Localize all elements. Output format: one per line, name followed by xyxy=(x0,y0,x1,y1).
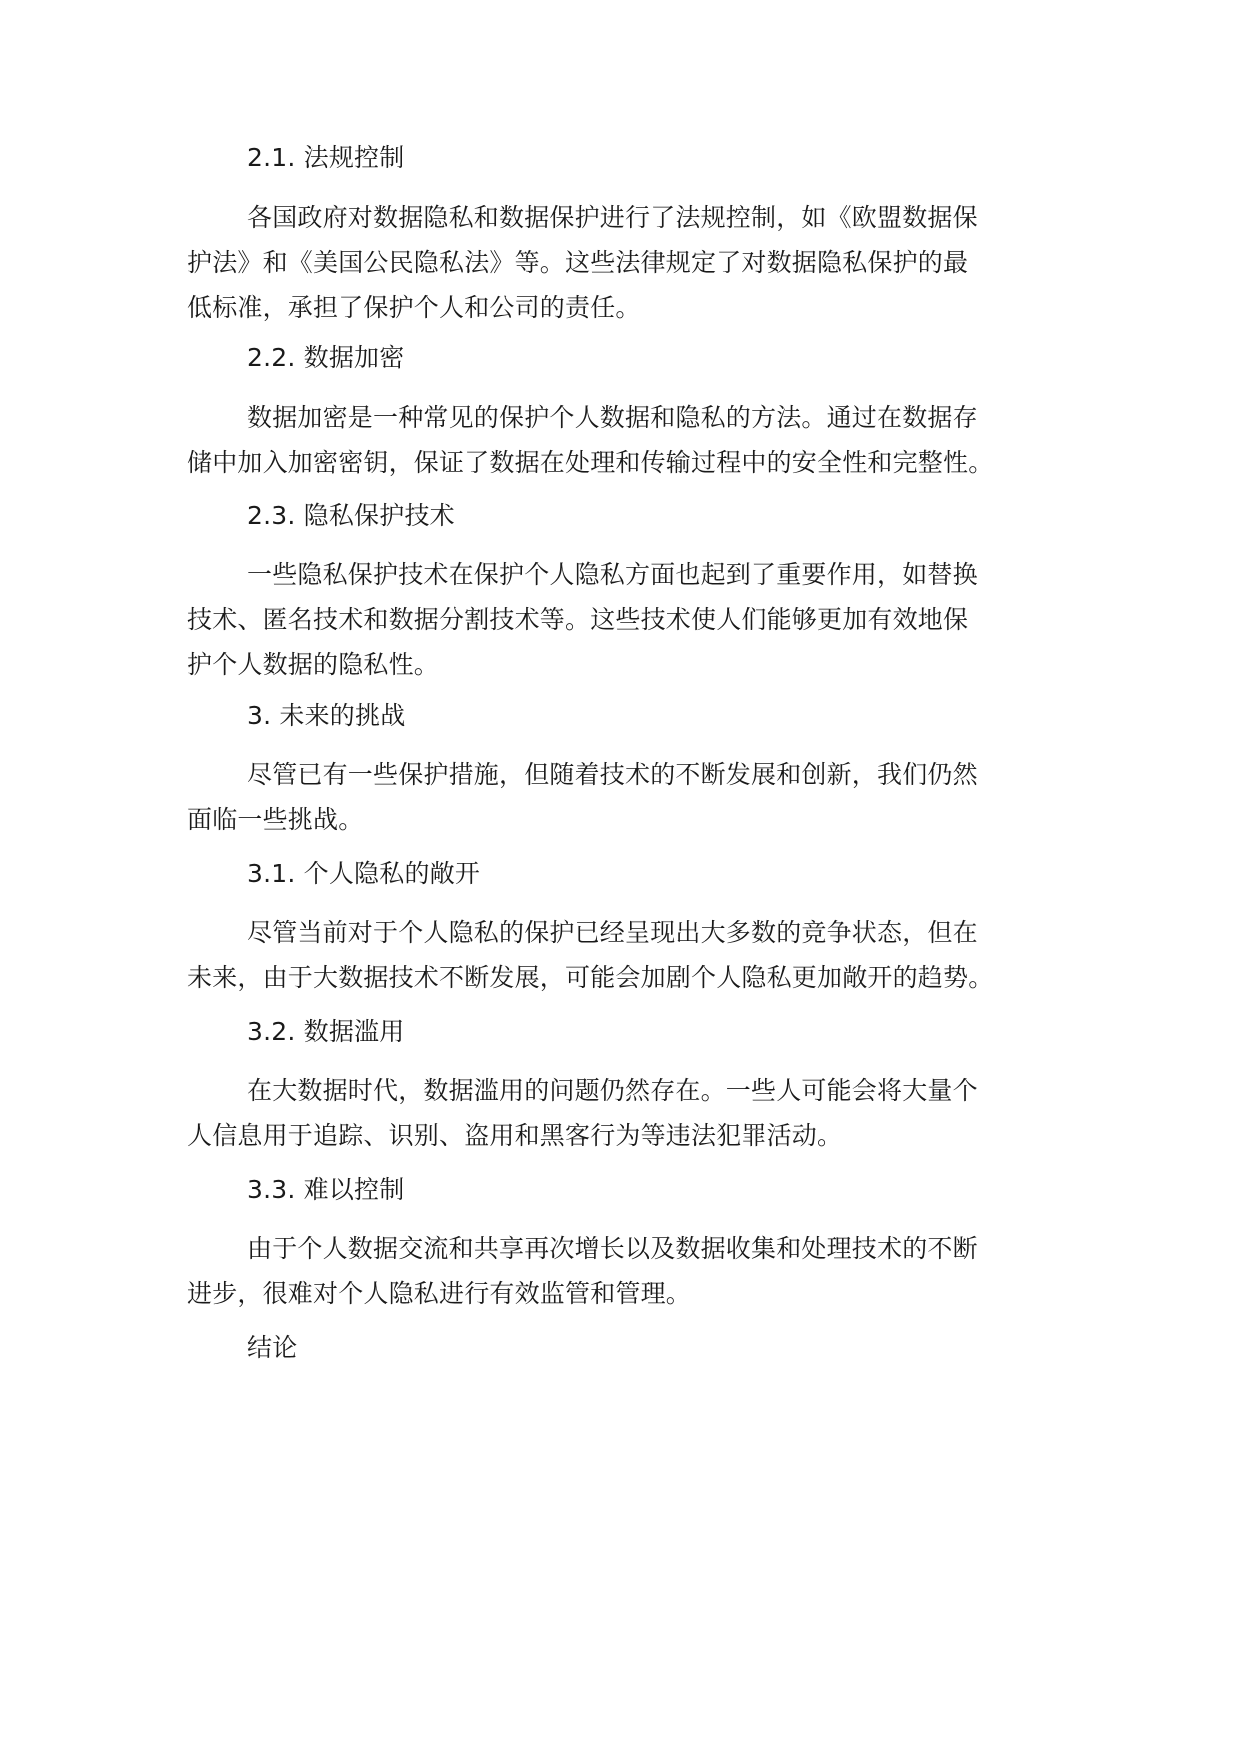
section-heading-2-2: 2.2. 数据加密 xyxy=(247,343,405,372)
paragraph-line: 面临一些挑战。 xyxy=(187,805,364,834)
paragraph-line: 人信息用于追踪、识别、盗用和黑客行为等违法犯罪活动。 xyxy=(187,1121,843,1150)
paragraph-2-1 xyxy=(187,195,1067,330)
section-heading-3-2: 3.2. 数据滥用 xyxy=(247,1017,405,1046)
section-heading-conclusion: 结论 xyxy=(247,1333,298,1362)
section-heading-3-3: 3.3. 难以控制 xyxy=(247,1175,405,1204)
paragraph-3-2 xyxy=(187,1068,1067,1158)
section-heading-2-3: 2.3. 隐私保护技术 xyxy=(247,501,455,530)
paragraph-line: 进步，很难对个人隐私进行有效监管和管理。 xyxy=(187,1279,692,1308)
paragraph-line: 一些隐私保护技术在保护个人隐私方面也起到了重要作用，如替换 xyxy=(247,560,978,589)
paragraph-line: 数据加密是一种常见的保护个人数据和隐私的方法。通过在数据存 xyxy=(247,403,978,432)
paragraph-2-2 xyxy=(187,395,1067,485)
paragraph-line: 尽管当前对于个人隐私的保护已经呈现出大多数的竞争状态，但在 xyxy=(247,918,978,947)
section-heading-3-1: 3.1. 个人隐私的敞开 xyxy=(247,859,481,888)
paragraph-line: 低标准，承担了保护个人和公司的责任。 xyxy=(187,293,641,322)
paragraph-line: 未来，由于大数据技术不断发展，可能会加剧个人隐私更加敞开的趋势。 xyxy=(187,963,994,992)
paragraph-3-1 xyxy=(187,910,1067,1000)
paragraph-line: 在大数据时代，数据滥用的问题仍然存在。一些人可能会将大量个 xyxy=(247,1076,978,1105)
paragraph-line: 各国政府对数据隐私和数据保护进行了法规控制，如《欧盟数据保 xyxy=(247,203,978,232)
paragraph-line: 护法》和《美国公民隐私法》等。这些法律规定了对数据隐私保护的最 xyxy=(187,248,969,277)
paragraph-line: 护个人数据的隐私性。 xyxy=(187,650,440,679)
paragraph-line: 由于个人数据交流和共享再次增长以及数据收集和处理技术的不断 xyxy=(247,1234,978,1263)
paragraph-3 xyxy=(187,752,1067,842)
paragraph-3-3 xyxy=(187,1226,1067,1316)
paragraph-line: 尽管已有一些保护措施，但随着技术的不断发展和创新，我们仍然 xyxy=(247,760,978,789)
section-heading-2-1: 2.1. 法规控制 xyxy=(247,143,405,172)
paragraph-line: 技术、匿名技术和数据分割技术等。这些技术使人们能够更加有效地保 xyxy=(187,605,969,634)
paragraph-line: 储中加入加密密钥，保证了数据在处理和传输过程中的安全性和完整性。 xyxy=(187,448,994,477)
section-heading-3: 3. 未来的挑战 xyxy=(247,701,406,730)
paragraph-2-3 xyxy=(187,552,1067,687)
